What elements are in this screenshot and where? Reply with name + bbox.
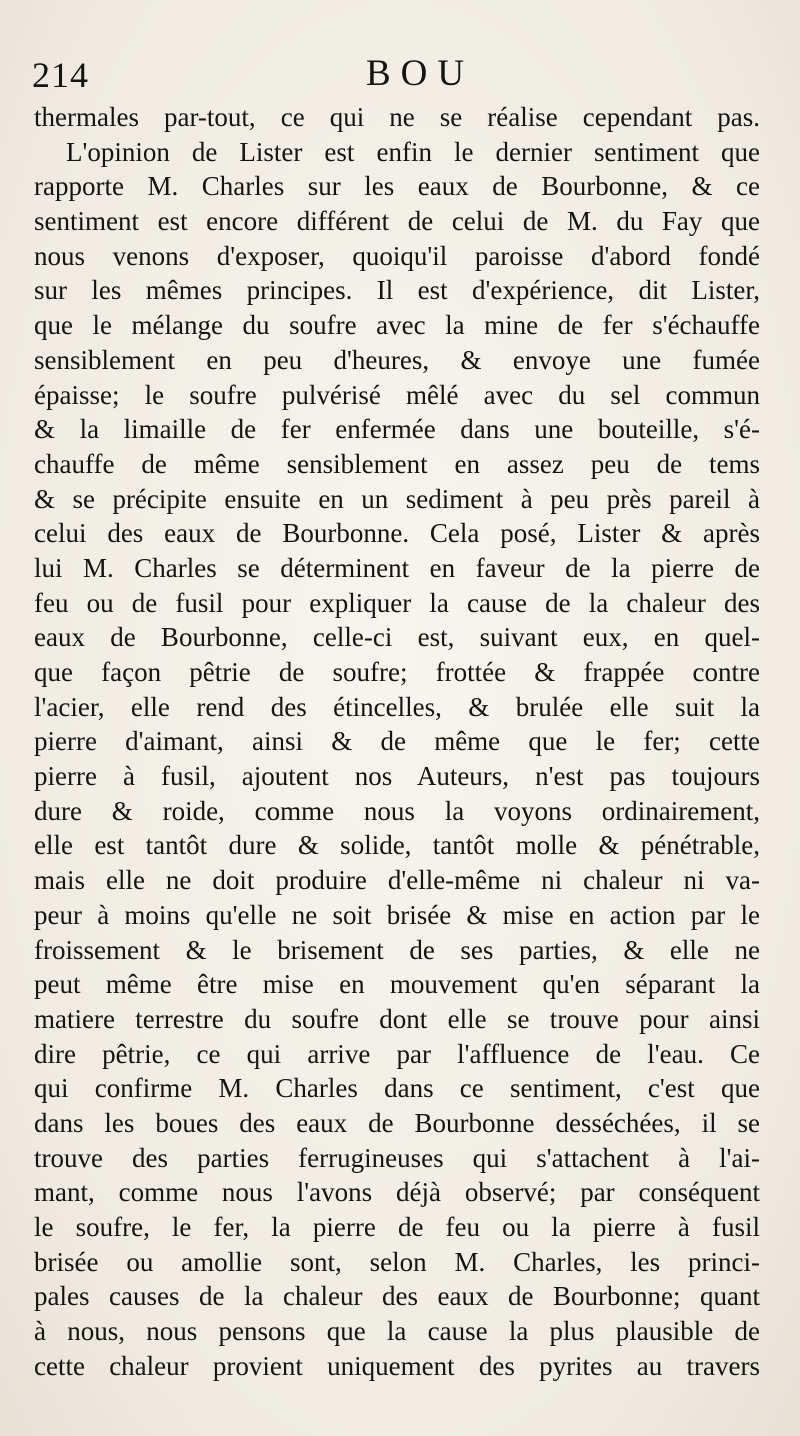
text-line: l'acier, elle rend des étincelles, & brulée elle suit la xyxy=(34,691,760,722)
text-line: chauffe de même sensiblement en assez peu de tems xyxy=(34,448,760,479)
text-line: dire pêtrie, ce qui arrive par l'affluence de l'eau. Ce xyxy=(34,1038,760,1069)
text-line: pierre d'aimant, ainsi & de même que le fer; cette xyxy=(34,726,760,757)
page-number: 214 xyxy=(32,55,89,95)
text-line: dure & roide, comme nous la voyons ordinairement, xyxy=(34,795,760,826)
text-line: que façon pêtrie de soufre; frottée & frappée contre xyxy=(34,657,760,687)
text-line: elle est tantôt dure & solide, tantôt molle & pénétrable, xyxy=(34,830,760,861)
text-line: lui M. Charles se déterminent en faveur de la pierre de xyxy=(34,552,760,583)
text-line: mant, comme nous l'avons déjà observé; par conséquent xyxy=(34,1177,760,1208)
text-line: épaisse; le soufre pulvérisé mêlé avec du sel commun xyxy=(34,379,760,410)
text-line: peur à moins qu'elle ne soit brisée & mise en action par le xyxy=(34,899,760,930)
text-line: peut même être mise en mouvement qu'en séparant la xyxy=(34,969,760,1000)
text-line: thermales par-tout, ce qui ne se réalise cependant pas. xyxy=(34,102,760,132)
text-line: froissement & le brisement de ses parties, & elle ne xyxy=(34,934,760,965)
text-line: pales causes de la chaleur des eaux de Bourbonne; quant xyxy=(34,1281,760,1312)
text-line: sensiblement en peu d'heures, & envoye une fumée xyxy=(34,344,760,375)
text-line: cette chaleur provient uniquement des pyrites au travers xyxy=(34,1350,760,1381)
text-line: nous venons d'exposer, quoiqu'il paroisse d'abord fondé xyxy=(34,240,760,271)
text-line: eaux de Bourbonne, celle-ci est, suivant eux, en quel- xyxy=(34,622,760,653)
body-text xyxy=(34,100,760,1383)
page-header xyxy=(32,52,772,102)
text-line: & se précipite ensuite en un sediment à peu près pareil à xyxy=(34,483,760,514)
text-line: & la limaille de fer enfermée dans une bouteille, s'é- xyxy=(34,414,760,445)
text-line: qui confirme M. Charles dans ce sentiment, c'est que xyxy=(34,1073,760,1104)
text-line: trouve des parties ferrugineuses qui s'attachent à l'ai- xyxy=(34,1142,760,1173)
text-line: sur les mêmes principes. Il est d'expérience, dit Lister, xyxy=(34,275,760,306)
text-line: dans les boues des eaux de Bourbonne desséchées, il se xyxy=(34,1107,760,1138)
text-line: rapporte M. Charles sur les eaux de Bourbonne, & ce xyxy=(34,171,760,202)
running-head: BOU xyxy=(365,53,475,94)
text-line: celui des eaux de Bourbonne. Cela posé, Lister & après xyxy=(34,518,760,549)
text-line: L'opinion de Lister est enfin le dernier sentiment que xyxy=(66,136,760,167)
text-line: que le mélange du soufre avec la mine de fer s'échauffe xyxy=(34,310,760,341)
text-line: pierre à fusil, ajoutent nos Auteurs, n'est pas toujours xyxy=(34,761,760,792)
text-line: le soufre, le fer, la pierre de feu ou la pierre à fusil xyxy=(34,1212,760,1242)
text-line: brisée ou amollie sont, selon M. Charles, les princi- xyxy=(34,1246,760,1277)
text-line: mais elle ne doit produire d'elle-même ni chaleur ni va- xyxy=(34,865,760,896)
text-line: à nous, nous pensons que la cause la plus plausible de xyxy=(34,1316,760,1347)
text-line: matiere terrestre du soufre dont elle se trouve pour ainsi xyxy=(34,1003,760,1034)
text-line: feu ou de fusil pour expliquer la cause de la chaleur des xyxy=(34,587,760,618)
text-line: sentiment est encore différent de celui de M. du Fay que xyxy=(34,206,760,237)
